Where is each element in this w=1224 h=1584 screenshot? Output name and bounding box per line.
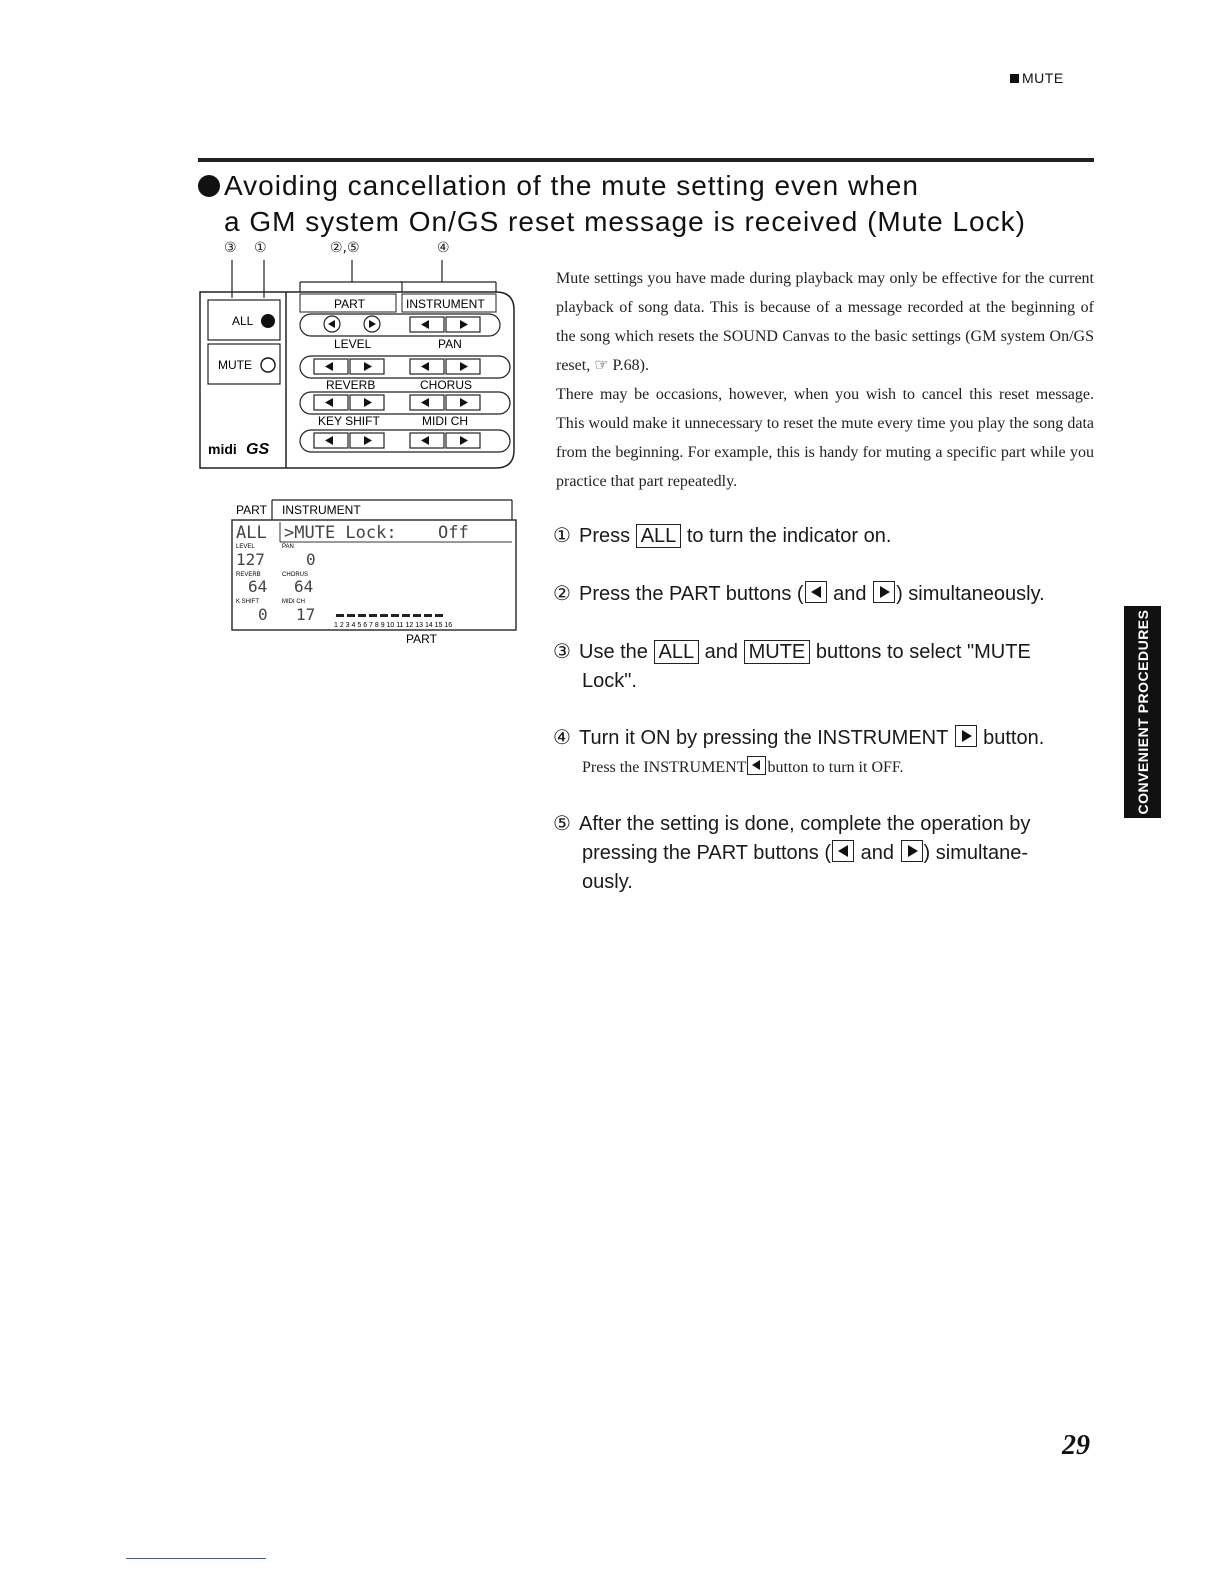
lcd-part-numbers: 1 2 3 4 5 6 7 8 9 10 11 12 13 14 15 16 (334, 622, 453, 629)
lcd-pan-small: PAN (282, 544, 294, 550)
key-shift-left-button[interactable] (314, 433, 348, 448)
mute-button[interactable]: MUTE (744, 640, 811, 664)
lcd-chorus-value: 64 (294, 577, 314, 596)
key-shift-right-button[interactable] (350, 433, 384, 448)
intro-paragraph-2: There may be occasions, however, when you wish to cancel this reset message. This would make it unnecessary to reset the mute every time you play the song data from the beginning. For example, this is handy for muting a specific part while you practice that part repeatedly. (556, 386, 1094, 490)
all-label: ALL (232, 314, 254, 328)
part-left-arrow-icon[interactable] (805, 581, 827, 603)
lcd-instrument-label: INSTRUMENT (282, 503, 361, 517)
part-right-arrow-icon[interactable] (873, 581, 895, 603)
chorus-label: CHORUS (420, 378, 473, 392)
lcd-pan-value: 0 (306, 550, 316, 569)
instrument-left-arrow-icon[interactable] (747, 756, 766, 775)
mute-label: MUTE (218, 358, 252, 372)
pan-label: PAN (438, 337, 462, 351)
page-title-line2: a GM system On/GS reset message is received (Mute Lock) (224, 206, 1026, 237)
chorus-right-button[interactable] (446, 395, 480, 410)
lcd-mute-lock-text: >MUTE Lock: (284, 523, 397, 543)
callout-2-5: ②,⑤ (330, 240, 360, 256)
page-number: 29 (1062, 1430, 1090, 1461)
gs-logo: GS (246, 441, 270, 458)
part-right-arrow-icon[interactable] (901, 840, 923, 862)
lcd-kshift-value: 0 (258, 605, 268, 624)
gm-midi-logo: midi (208, 441, 237, 457)
reverb-label: REVERB (326, 378, 376, 392)
instrument-left-button[interactable] (410, 317, 444, 332)
callout-4: ④ (437, 240, 450, 256)
reverb-left-button[interactable] (314, 395, 348, 410)
part-right-button[interactable] (364, 316, 380, 332)
instrument-right-arrow-icon[interactable] (955, 725, 977, 747)
all-indicator-icon (261, 314, 275, 328)
lcd-all-text: ALL (236, 523, 267, 543)
pan-right-button[interactable] (446, 359, 480, 374)
step-5: ⑤ After the setting is done, complete the operation by pressing the PART buttons ( and ) simultane- ously. (553, 813, 1031, 893)
lcd-reverb-small: REVERB (236, 572, 261, 578)
midi-ch-left-button[interactable] (410, 433, 444, 448)
instrument-label: INSTRUMENT (406, 297, 485, 311)
part-left-arrow-icon[interactable] (832, 840, 854, 862)
square-bullet-icon (1010, 74, 1019, 83)
step-3: ③ Use the ALL and MUTE buttons to select "MUTE Lock". (553, 641, 1031, 692)
lcd-midich-small: MIDI CH (282, 599, 305, 605)
lcd-part-label: PART (236, 503, 267, 517)
instrument-right-button[interactable] (446, 317, 480, 332)
part-label: PART (334, 297, 365, 311)
level-left-button[interactable] (314, 359, 348, 374)
mute-indicator-icon (261, 358, 275, 372)
level-right-button[interactable] (350, 359, 384, 374)
lcd-display (210, 490, 520, 650)
front-panel-diagram (196, 258, 526, 472)
callout-1: ① (254, 240, 267, 256)
part-left-button[interactable] (324, 316, 340, 332)
all-button[interactable]: ALL (654, 640, 700, 664)
level-label: LEVEL (334, 337, 372, 351)
lcd-mute-lock-value: Off (438, 523, 469, 543)
lcd-level-small: LEVEL (236, 544, 255, 550)
lcd-chorus-small: CHORUS (282, 572, 309, 578)
midi-ch-right-button[interactable] (446, 433, 480, 448)
key-shift-label: KEY SHIFT (318, 414, 380, 428)
all-button[interactable]: ALL (636, 524, 682, 548)
lcd-part-meter (336, 614, 443, 617)
title-rule (198, 158, 1094, 162)
chorus-left-button[interactable] (410, 395, 444, 410)
lcd-level-value: 127 (236, 550, 265, 569)
step-4-note: Press the INSTRUMENT button to turn it OFF. (582, 756, 904, 777)
midi-ch-label: MIDI CH (422, 414, 468, 428)
step-2: ② Press the PART buttons ( and ) simultaneously. (553, 583, 1045, 605)
pan-left-button[interactable] (410, 359, 444, 374)
lcd-kshift-small: K SHIFT (236, 599, 260, 605)
lcd-bottom-part-label: PART (406, 632, 437, 646)
section-side-tab: CONVENIENT PROCEDURES (1124, 606, 1161, 818)
lcd-reverb-value: 64 (248, 577, 268, 596)
step-4: ④ Turn it ON by pressing the INSTRUMENT button. (553, 727, 1045, 749)
reverb-right-button[interactable] (350, 395, 384, 410)
intro-paragraph-1: Mute settings you have made during playback may only be effective for the current playback of song data. This is because of a message recorded at the beginning of the song which resets the SOUND Canvas to the basic settings (GM system On/GS reset, ☞ P.68). (556, 270, 1094, 374)
step-1: ① Press ALL to turn the indicator on. (553, 525, 892, 547)
page-title-line1: Avoiding cancellation of the mute setting even when (198, 168, 919, 204)
callout-3: ③ (224, 240, 237, 256)
bullet-dot-icon (198, 175, 220, 197)
lcd-midich-value: 17 (296, 605, 316, 624)
footer-line (126, 1558, 266, 1559)
section-header: MUTE (1010, 70, 1064, 86)
